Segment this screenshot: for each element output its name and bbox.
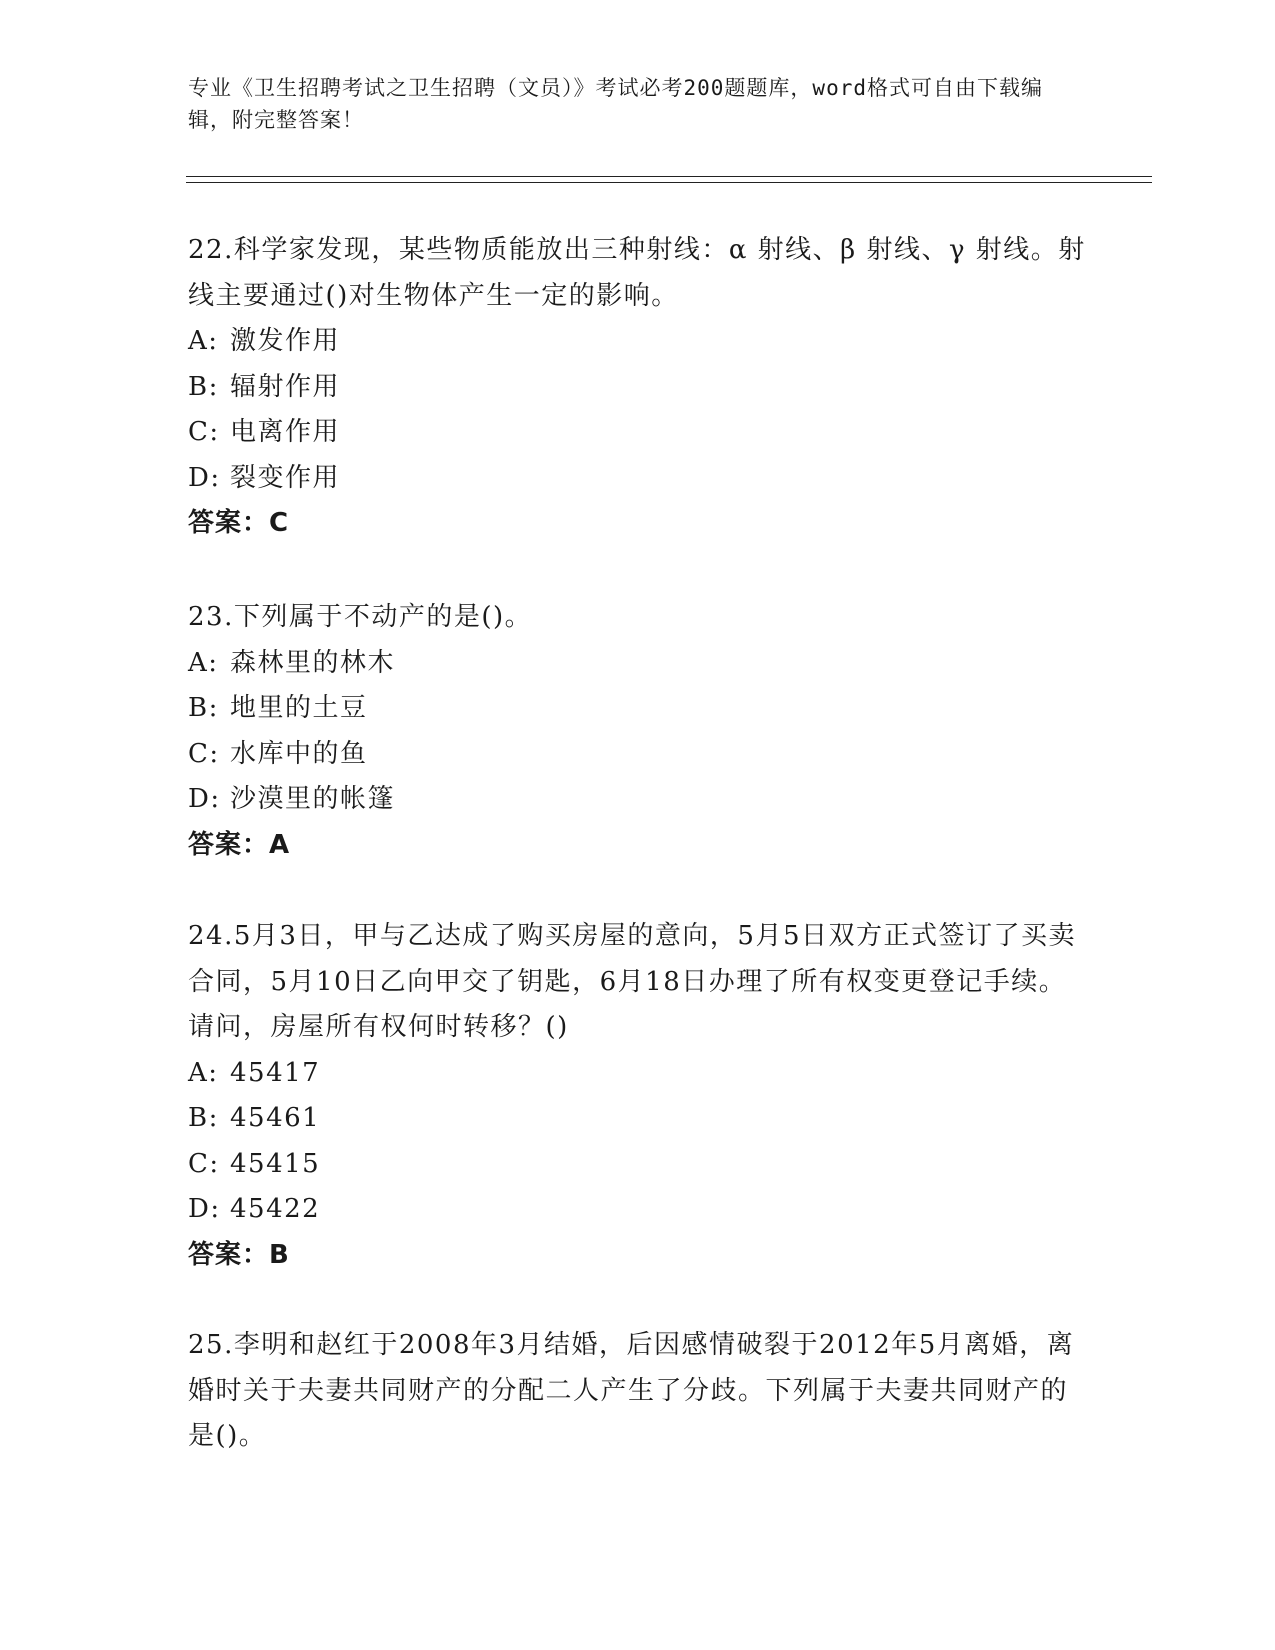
option-text: 45422 <box>230 1194 321 1224</box>
option-key: A: <box>188 647 219 678</box>
option-key: C: <box>188 738 220 769</box>
question-22 <box>188 228 1088 547</box>
option-text: 45417 <box>230 1057 321 1088</box>
option-c <box>188 410 1088 456</box>
option-b <box>188 1096 1088 1142</box>
option-text: 电离作用 <box>230 417 341 447</box>
option-key: A: <box>188 1057 219 1088</box>
question-stem: 25.李明和赵红于2008年3月结婚，后因感情破裂于2012年5月离婚，离婚时关于夫妻共同财产的分配二人产生了分歧。下列属于夫妻共同财产的是()。 <box>188 1330 1075 1451</box>
header-divider-bottom <box>186 182 1152 183</box>
option-key: B: <box>188 371 219 402</box>
option-text: 激发作用 <box>230 326 341 356</box>
answer-label: 答案：A <box>188 829 291 860</box>
option-c <box>188 1142 1088 1188</box>
option-key: A: <box>188 326 219 356</box>
header-divider-top <box>186 176 1152 177</box>
option-text: 裂变作用 <box>230 462 341 493</box>
option-d <box>188 456 1088 502</box>
option-a <box>188 319 1088 365</box>
option-c <box>188 732 1088 778</box>
question-stem: 24.5月3日，甲与乙达成了购买房屋的意向，5月5日双方正式签订了买卖合同，5月10日乙向甲交了钥匙，6月18日办理了所有权变更登记手续。请问，房屋所有权何时转移？() <box>188 921 1077 1042</box>
option-text: 地里的土豆 <box>230 693 368 723</box>
header-intro-text: 专业《卫生招聘考试之卫生招聘（文员）》考试必考200题题库，word格式可自由下载编辑，附完整答案！ <box>188 76 1043 132</box>
option-key: D: <box>188 784 221 814</box>
option-text: 辐射作用 <box>230 371 341 402</box>
option-key: C: <box>188 417 220 447</box>
document-header <box>188 72 1068 136</box>
option-text: 45415 <box>230 1148 321 1179</box>
question-stem: 23.下列属于不动产的是()。 <box>188 602 533 632</box>
answer-label: 答案：C <box>188 508 290 538</box>
option-text: 沙漠里的帐篷 <box>230 784 396 814</box>
option-d <box>188 777 1088 823</box>
answer-label: 答案：B <box>188 1239 290 1270</box>
option-b <box>188 686 1088 732</box>
option-d <box>188 1187 1088 1233</box>
question-25 <box>188 1323 1088 1460</box>
option-text: 45461 <box>230 1103 321 1133</box>
option-key: D: <box>188 462 221 493</box>
option-b <box>188 365 1088 411</box>
option-key: D: <box>188 1194 221 1224</box>
question-23 <box>188 595 1088 868</box>
option-key: C: <box>188 1148 220 1179</box>
option-key: B: <box>188 693 219 723</box>
question-stem: 22.科学家发现，某些物质能放出三种射线：α 射线、β 射线、γ 射线。射线主要通过()对生物体产生一定的影响。 <box>188 235 1086 311</box>
option-text: 水库中的鱼 <box>230 738 368 769</box>
option-key: B: <box>188 1103 219 1133</box>
option-a <box>188 1051 1088 1097</box>
question-24 <box>188 914 1088 1278</box>
option-text: 森林里的林木 <box>230 647 396 678</box>
option-a <box>188 641 1088 687</box>
